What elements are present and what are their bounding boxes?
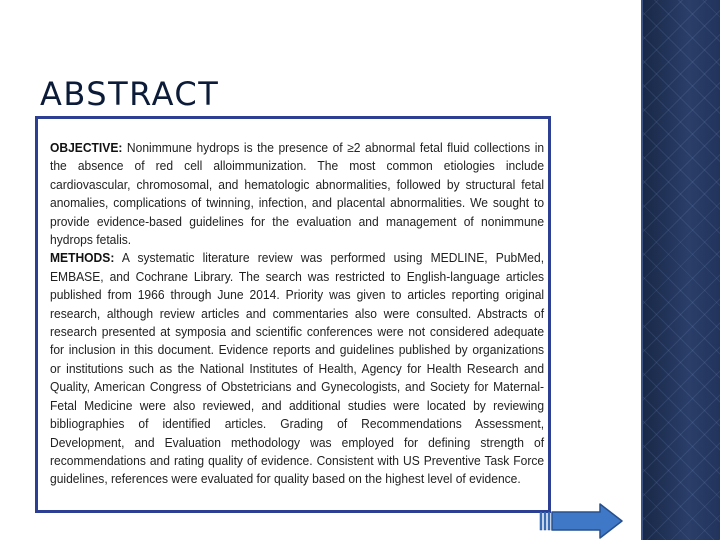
next-slide-button[interactable] — [538, 502, 624, 540]
abstract-box — [35, 116, 551, 513]
objective-label: OBJECTIVE: — [50, 141, 123, 155]
abstract-text — [50, 139, 544, 489]
slide-title: ABSTRACT — [40, 75, 220, 113]
objective-text: Nonimmune hydrops is the presence of ≥2 abnormal fetal fluid collections in the absence of red cell alloimmunization. The most common etiologies include cardiovascular, chromosomal, and hematologic abnormalities, followed by structural fetal anomalies, complications of twinning, infection, and placental abnormalities. We sought to provide evidence-based guidelines for the evaluation and management of nonimmune hydrops fetalis. — [50, 141, 545, 248]
methods-text: A systematic literature review was performed using MEDLINE, PubMed, EMBASE, and Cochrane Library. The search was restricted to English-language articles published from 1966 through June 2014. Priority was given to articles reporting original research, although review articles and commentaries also were consulted. Abstracts of research presented at symposia and scientific conferences were not considered adequate for inclusion in this document. Evidence reports and guidelines published by organizations or institutions such as the National Institutes of Health, Agency for Health Research and Quality, American Congress of Obstetricians and Gynecologists, and Society for Maternal-Fetal Medicine were also reviewed, and additional studies were located by reviewing bibliographies of identified articles. Grading of Recommendations Assessment, Development, and Evaluation methodology was employed for defining strength of recommendations and rating quality of evidence. Consistent with US Preventive Task Force guidelines, references were evaluated for quality based on the highest level of evidence. — [50, 251, 545, 487]
methods-label: METHODS: — [50, 251, 115, 266]
end-arrow-icon — [538, 502, 624, 540]
decorative-side-panel — [641, 0, 720, 540]
